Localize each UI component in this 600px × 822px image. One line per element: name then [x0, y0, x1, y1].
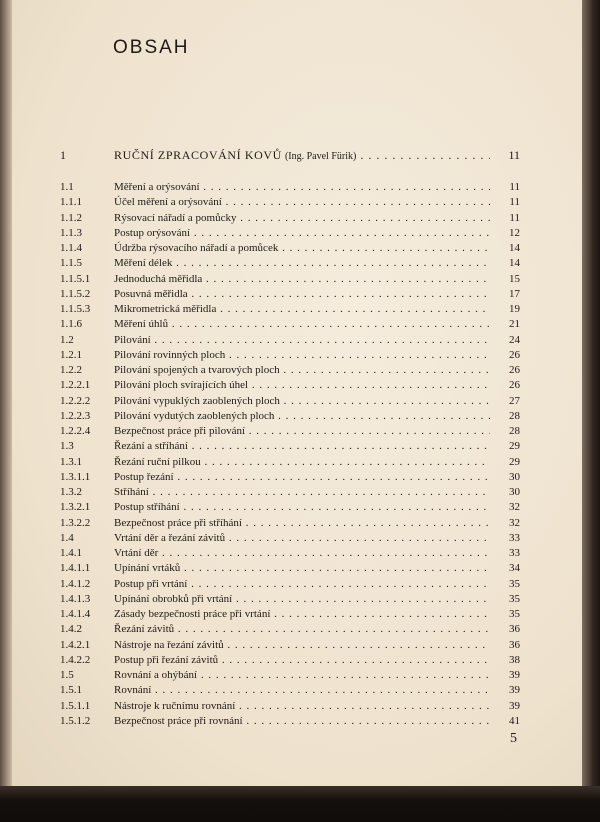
toc-entry-row — [60, 272, 520, 287]
toc-entry-row — [60, 500, 520, 515]
toc-entry-page: 35 — [509, 577, 520, 590]
toc-entry-row — [60, 348, 520, 363]
toc-entry-page: 19 — [509, 303, 520, 315]
toc-entry-title: Řezání závitů . . . — [114, 622, 490, 637]
toc-entry-title: Měření délek . . . — [114, 256, 490, 271]
toc-entry-title: Měření úhlů . . . — [114, 317, 490, 332]
toc-entry-page: 28 — [509, 409, 520, 422]
toc-entry-number: 1.2.2.4 — [60, 425, 91, 437]
toc-entry-number: 1.2.2.1 — [60, 379, 91, 392]
toc-entry-title: Pilování . . . — [114, 333, 490, 348]
toc-entry-row — [60, 516, 520, 531]
toc-entry-title: Mikrometrická měřidla . . . — [114, 302, 490, 317]
toc-entry-number: 1.4.1.1 — [60, 562, 91, 575]
toc-entry-page: 33 — [509, 531, 520, 544]
page-folio: 5 — [510, 731, 517, 746]
toc-entry-page: 35 — [509, 592, 520, 605]
toc-entry-row — [60, 256, 520, 271]
toc-entry-number: 1.3.2.1 — [60, 501, 91, 514]
toc-entry-title: Vrtání děr a řezání závitů . . . — [114, 531, 490, 546]
page-edge — [582, 0, 600, 790]
toc-entry-row — [60, 699, 520, 714]
toc-entry-title: Postup řezání . . . — [114, 470, 490, 485]
toc-entry-title: Posuvná měřidla . . . — [114, 287, 490, 302]
toc-entry-number: 1.1.4 — [60, 242, 82, 254]
toc-entry-number: 1.3.2.2 — [60, 516, 91, 529]
toc-entry-title: Stříhání . . . — [114, 485, 490, 500]
toc-entry-row — [60, 241, 520, 256]
toc-entry-title: Bezpečnost práce při stříhání . . . — [114, 516, 490, 531]
toc-entry-title: Údržba rýsovacího nářadí a pomůcek . . . — [114, 241, 490, 256]
toc-entry-title: Vrtání děr . . . — [114, 546, 490, 561]
toc-entry-row — [60, 622, 520, 637]
toc-entry-page: 14 — [509, 242, 520, 254]
toc-entry-row — [60, 180, 520, 195]
chapter-title — [114, 148, 490, 164]
toc-entry-page: 24 — [509, 333, 520, 346]
toc-entry-page: 11 — [509, 181, 520, 193]
toc-entry-number: 1.1.5.3 — [60, 303, 91, 315]
toc-entry-title: Nástroje na řezání závitů . . . — [114, 638, 490, 653]
toc-entry-page: 26 — [509, 379, 520, 392]
toc-entry-number: 1.5.1 — [60, 684, 82, 697]
chapter-number: 1 — [60, 148, 66, 162]
toc-entry-row — [60, 653, 520, 668]
toc-entry-page: 30 — [509, 486, 520, 498]
toc-entry-row — [60, 561, 520, 576]
toc-entry-number: 1.4.2.1 — [60, 638, 91, 651]
toc-entry-row — [60, 714, 520, 729]
toc-entry-row — [60, 470, 520, 485]
toc-entry-row — [60, 424, 520, 439]
toc-entry-row — [60, 287, 520, 302]
toc-entry-title: Postup při vrtání . . . — [114, 577, 490, 592]
toc-entry-number: 1.5 — [60, 669, 74, 681]
toc-entry-title: Pilování ploch svírajících úhel . . . — [114, 378, 490, 393]
toc-entry-page: 28 — [509, 425, 520, 437]
toc-entry-title: Nástroje k ručnímu rovnání . . . — [114, 699, 490, 714]
toc-entry-title: Řezání ruční pilkou . . . — [114, 455, 490, 470]
toc-entry-row — [60, 577, 520, 592]
toc-entry-row — [60, 211, 520, 226]
toc-entry-title: Účel měření a orýsování . . . — [114, 195, 490, 210]
toc-entry-row — [60, 668, 520, 683]
toc-entry-page: 33 — [509, 547, 520, 559]
toc-entry-number: 1.4 — [60, 531, 74, 544]
toc-entry-number: 1.1.1 — [60, 196, 82, 209]
toc-entry-number: 1.1.5.1 — [60, 272, 91, 285]
toc-entry-number: 1.2 — [60, 333, 74, 346]
toc-entry-title: Pilování vydutých zaoblených ploch . . . — [114, 409, 490, 424]
toc-entry-row — [60, 439, 520, 454]
toc-entry-page: 32 — [509, 516, 520, 529]
toc-entry-title: Upínání vrtáků . . . — [114, 561, 490, 576]
toc-entry-page: 26 — [509, 364, 520, 376]
toc-entry-page: 29 — [509, 455, 520, 468]
toc-entry-number: 1.1.5 — [60, 257, 82, 270]
toc-entry-page: 36 — [509, 638, 520, 651]
toc-entry-title: Postup při řezání závitů . . . — [114, 653, 490, 668]
toc-entry-page: 39 — [509, 684, 520, 697]
toc-entry-number: 1.2.2.3 — [60, 409, 91, 422]
toc-entry-number: 1.3 — [60, 440, 74, 453]
toc-entry-row — [60, 485, 520, 500]
toc-entry-row — [60, 546, 520, 561]
toc-entry-title: Zásady bezpečnosti práce při vrtání . . . — [114, 607, 490, 622]
toc-entry-title: Pilování vypuklých zaoblených ploch . . . — [114, 394, 490, 409]
toc-entry-number: 1.4.1 — [60, 547, 82, 559]
toc-entry-title: Pilování rovinných ploch . . . — [114, 348, 490, 363]
toc-entry-title: Pilování spojených a tvarových ploch . . . — [114, 363, 490, 378]
toc-entry-page: 17 — [509, 287, 520, 300]
toc-entry-page: 21 — [509, 318, 520, 331]
toc-entry-number: 1.1.5.2 — [60, 287, 91, 300]
toc-entry-number: 1.2.1 — [60, 348, 82, 361]
toc-entry-row — [60, 409, 520, 424]
page-heading: OBSAH — [113, 37, 190, 58]
toc-entry-page: 30 — [509, 470, 520, 483]
book-page — [12, 0, 582, 786]
toc-entry-title: Jednoduchá měřidla . . . — [114, 272, 490, 287]
toc-entry-page: 26 — [509, 348, 520, 361]
toc-entry-row — [60, 455, 520, 470]
toc-entry-page: 12 — [509, 226, 520, 239]
toc-entry-number: 1.1 — [60, 181, 74, 193]
toc-entry-page: 29 — [509, 440, 520, 453]
toc-entry-page: 39 — [509, 699, 520, 712]
toc-entry-title: Upínání obrobků při vrtání . . . — [114, 592, 490, 607]
toc-entry-title: Měření a orýsování . . . — [114, 180, 490, 195]
book-bottom-edge — [0, 786, 600, 822]
toc-entry-row — [60, 394, 520, 409]
toc-entry-row — [60, 592, 520, 607]
toc-entry-number: 1.4.1.4 — [60, 608, 91, 620]
toc-entry-title: Rovnání a ohýbání . . . — [114, 668, 490, 683]
toc-entry-number: 1.3.1 — [60, 455, 82, 468]
toc-entry-title: Bezpečnost práce při pilování . . . — [114, 424, 490, 439]
toc-entry-title: Řezání a stříhání . . . — [114, 439, 490, 454]
toc-entry-row — [60, 317, 520, 332]
toc-entry-row — [60, 363, 520, 378]
chapter-title-text: RUČNÍ ZPRACOVÁNÍ KOVŮ — [114, 148, 282, 162]
toc-entry-page: 11 — [509, 211, 520, 224]
toc-entry-number: 1.2.2.2 — [60, 394, 91, 407]
toc-entry-number: 1.5.1.2 — [60, 714, 91, 727]
chapter-page: 11 — [508, 148, 520, 162]
toc-entry-page: 27 — [509, 394, 520, 407]
toc-entry-title: Postup stříhání . . . — [114, 500, 490, 515]
toc-entry-page: 32 — [509, 501, 520, 514]
toc-entry-row — [60, 638, 520, 653]
toc-entry-number: 1.2.2 — [60, 364, 82, 376]
toc-entry-row — [60, 531, 520, 546]
toc-entry-page: 14 — [509, 257, 520, 270]
toc-chapter-row — [60, 148, 520, 163]
chapter-author: (Ing. Pavel Fürik) — [284, 151, 357, 162]
toc-entry-number: 1.4.2 — [60, 623, 82, 636]
toc-entry-title: Bezpečnost práce při rovnání . . . — [114, 714, 490, 729]
toc-entry-number: 1.4.1.2 — [60, 577, 91, 590]
toc-entry-title: Rovnání . . . — [114, 683, 490, 698]
toc-entry-title: Postup orýsování . . . — [114, 226, 490, 241]
toc-entry-number: 1.3.2 — [60, 486, 82, 498]
toc-entry-page: 39 — [509, 669, 520, 681]
toc-entry-row — [60, 683, 520, 698]
toc-entry-page: 15 — [509, 272, 520, 285]
toc-entry-page: 35 — [509, 608, 520, 620]
toc-entry-number: 1.1.2 — [60, 211, 82, 224]
toc-entry-page: 11 — [509, 196, 520, 209]
toc-entry-row — [60, 607, 520, 622]
toc-entry-row — [60, 378, 520, 393]
toc-entry-row — [60, 226, 520, 241]
toc-entry-number: 1.1.6 — [60, 318, 82, 331]
toc-entry-page: 41 — [509, 714, 520, 727]
toc-entry-number: 1.1.3 — [60, 226, 82, 239]
toc-entry-title: Rýsovací nářadí a pomůcky . . . — [114, 211, 490, 226]
toc-entry-row — [60, 195, 520, 210]
toc-entry-page: 36 — [509, 623, 520, 636]
toc-entry-number: 1.4.1.3 — [60, 592, 91, 605]
toc-entry-page: 34 — [509, 562, 520, 575]
toc-entry-number: 1.4.2.2 — [60, 653, 91, 666]
toc-entry-row — [60, 333, 520, 348]
toc-entry-number: 1.5.1.1 — [60, 699, 91, 712]
toc-entry-row — [60, 302, 520, 317]
toc-entry-number: 1.3.1.1 — [60, 470, 91, 483]
toc-entry-page: 38 — [509, 653, 520, 666]
